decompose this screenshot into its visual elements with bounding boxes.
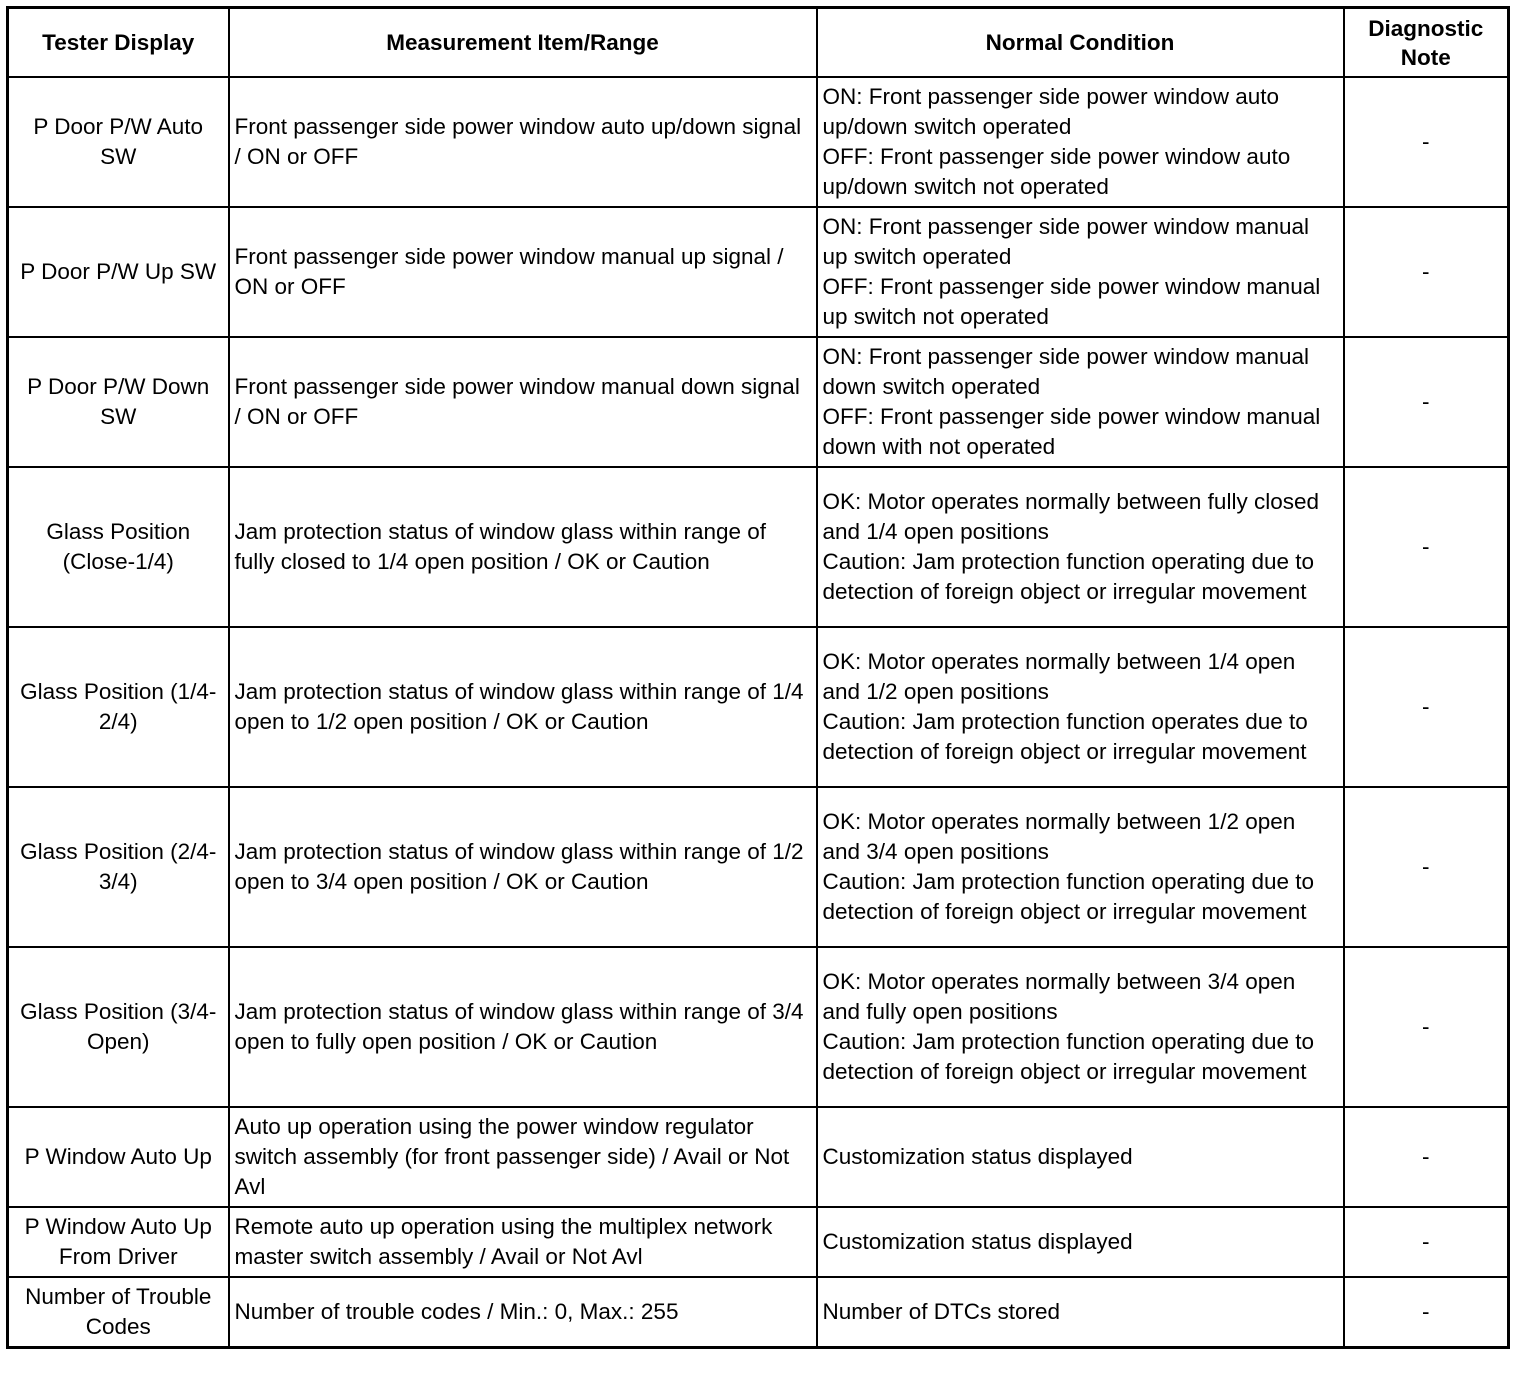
measurement-item-cell: Number of trouble codes / Min.: 0, Max.: 255	[229, 1277, 817, 1348]
normal-condition-line: ON: Front passenger side power window manual up switch operated	[822, 214, 1309, 269]
normal-condition-line: OFF: Front passenger side power window manual down with not operated	[822, 404, 1321, 459]
tester-display-cell: Glass Position (1/4-2/4)	[8, 627, 229, 787]
diagnostic-note-cell: -	[1344, 1277, 1509, 1348]
measurement-item-cell: Front passenger side power window manual up signal / ON or OFF	[229, 207, 817, 337]
diagnostic-note-cell: -	[1344, 947, 1509, 1107]
tester-display-cell: P Door P/W Down SW	[8, 337, 229, 467]
normal-condition-line: ON: Front passenger side power window auto up/down switch operated	[822, 84, 1279, 139]
tester-display-cell: P Window Auto Up	[8, 1107, 229, 1207]
diagnostic-note-cell: -	[1344, 207, 1509, 337]
diagnostic-note-cell: -	[1344, 467, 1509, 627]
tester-display-cell: Glass Position (3/4-Open)	[8, 947, 229, 1107]
tester-display-cell: P Window Auto Up From Driver	[8, 1207, 229, 1277]
diagnostic-note-cell: -	[1344, 337, 1509, 467]
measurement-item-cell: Jam protection status of window glass within range of 1/2 open to 3/4 open position / OK or Caution	[229, 787, 817, 947]
table-row	[8, 1277, 1509, 1348]
normal-condition-cell	[817, 1207, 1344, 1277]
tester-display-cell: Number of Trouble Codes	[8, 1277, 229, 1348]
normal-condition-line: Caution: Jam protection function operating due to detection of foreign object or irregular movement	[822, 549, 1315, 604]
normal-condition-line: OK: Motor operates normally between 3/4 open and fully open positions	[822, 969, 1296, 1024]
measurement-item-cell: Jam protection status of window glass within range of 1/4 open to 1/2 open position / OK or Caution	[229, 627, 817, 787]
normal-condition-cell	[817, 1277, 1344, 1348]
measurement-item-cell: Front passenger side power window manual down signal / ON or OFF	[229, 337, 817, 467]
normal-condition-cell	[817, 207, 1344, 337]
normal-condition-cell	[817, 627, 1344, 787]
table-row	[8, 1207, 1509, 1277]
normal-condition-line: Caution: Jam protection function operating due to detection of foreign object or irregular movement	[822, 869, 1315, 924]
measurement-item-cell: Jam protection status of window glass within range of 3/4 open to fully open position / OK or Caution	[229, 947, 817, 1107]
table-row	[8, 207, 1509, 337]
normal-condition-line: Number of DTCs stored	[822, 1299, 1061, 1324]
normal-condition-line: Caution: Jam protection function operates due to detection of foreign object or irregular movement	[822, 709, 1308, 764]
tester-display-cell: P Door P/W Auto SW	[8, 77, 229, 207]
normal-condition-cell	[817, 1107, 1344, 1207]
table-row	[8, 1107, 1509, 1207]
table-row	[8, 77, 1509, 207]
normal-condition-line: OK: Motor operates normally between fully closed and 1/4 open positions	[822, 489, 1319, 544]
measurement-item-cell: Jam protection status of window glass within range of fully closed to 1/4 open position / OK or Caution	[229, 467, 817, 627]
table-header-row	[8, 8, 1509, 78]
normal-condition-line: OK: Motor operates normally between 1/2 open and 3/4 open positions	[822, 809, 1296, 864]
normal-condition-line: Customization status displayed	[822, 1229, 1133, 1254]
data-list-table	[6, 6, 1510, 1349]
diagnostic-note-cell: -	[1344, 627, 1509, 787]
header-diagnostic-note: Diagnostic Note	[1344, 8, 1509, 78]
measurement-item-cell: Remote auto up operation using the multiplex network master switch assembly / Avail or Not Avl	[229, 1207, 817, 1277]
normal-condition-line: Customization status displayed	[822, 1144, 1133, 1169]
table-row	[8, 787, 1509, 947]
header-measurement-item: Measurement Item/Range	[229, 8, 817, 78]
tester-display-cell: Glass Position (2/4-3/4)	[8, 787, 229, 947]
header-normal-condition: Normal Condition	[817, 8, 1344, 78]
measurement-item-cell: Auto up operation using the power window regulator switch assembly (for front passenger side) / Avail or Not Avl	[229, 1107, 817, 1207]
normal-condition-line: ON: Front passenger side power window manual down switch operated	[822, 344, 1309, 399]
table-row	[8, 947, 1509, 1107]
normal-condition-cell	[817, 787, 1344, 947]
normal-condition-cell	[817, 337, 1344, 467]
normal-condition-cell	[817, 467, 1344, 627]
normal-condition-cell	[817, 77, 1344, 207]
normal-condition-line: OK: Motor operates normally between 1/4 open and 1/2 open positions	[822, 649, 1296, 704]
diagnostic-note-cell: -	[1344, 77, 1509, 207]
tester-display-cell: Glass Position (Close-1/4)	[8, 467, 229, 627]
normal-condition-line: Caution: Jam protection function operating due to detection of foreign object or irregular movement	[822, 1029, 1315, 1084]
table-row	[8, 467, 1509, 627]
normal-condition-line: OFF: Front passenger side power window auto up/down switch not operated	[822, 144, 1291, 199]
header-tester-display: Tester Display	[8, 8, 229, 78]
table-row	[8, 627, 1509, 787]
normal-condition-cell	[817, 947, 1344, 1107]
measurement-item-cell: Front passenger side power window auto up/down signal / ON or OFF	[229, 77, 817, 207]
tester-display-cell: P Door P/W Up SW	[8, 207, 229, 337]
diagnostic-note-cell: -	[1344, 1207, 1509, 1277]
normal-condition-line: OFF: Front passenger side power window manual up switch not operated	[822, 274, 1321, 329]
diagnostic-note-cell: -	[1344, 787, 1509, 947]
table-row	[8, 337, 1509, 467]
diagnostic-note-cell: -	[1344, 1107, 1509, 1207]
